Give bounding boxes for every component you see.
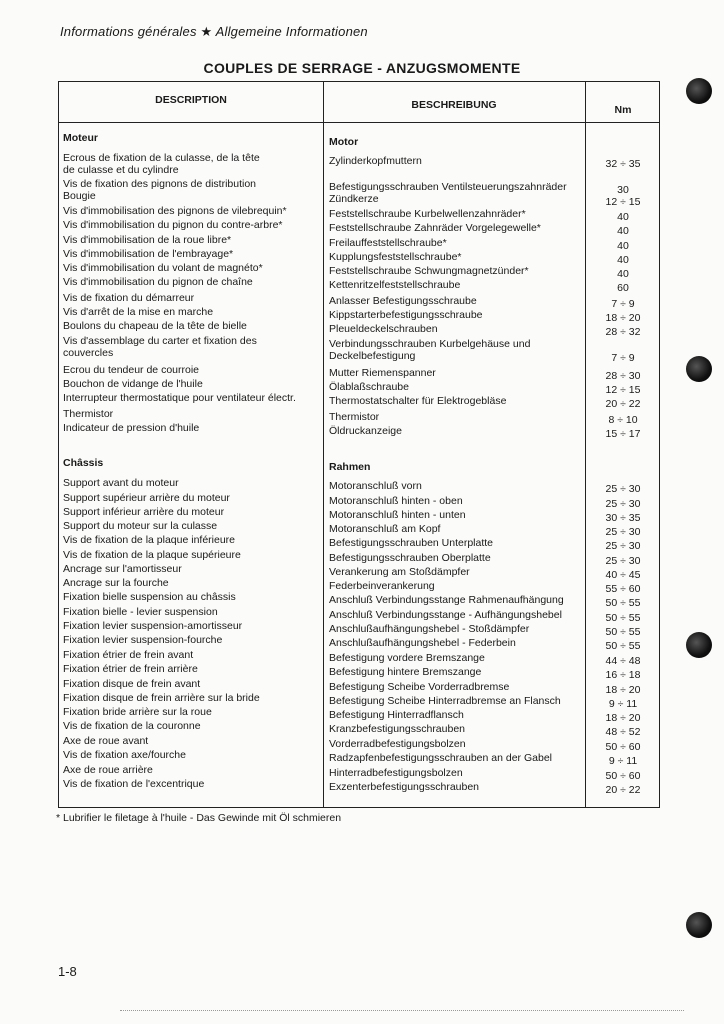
beschreibung-de: Feststellschraube Kurbelwellenzahnräder* bbox=[329, 208, 526, 220]
torque-value-nm: 20 ÷ 22 bbox=[605, 398, 641, 410]
description-fr: Support inférieur arrière du moteur bbox=[63, 506, 225, 518]
beschreibung-de: Exzenterbefestigungsschrauben bbox=[329, 781, 480, 793]
beschreibung-de: Feststellschraube Schwungmagnetzünder* bbox=[329, 265, 529, 277]
description-fr: Vis de fixation du démarreur bbox=[63, 292, 195, 304]
torque-value-nm: 55 ÷ 60 bbox=[605, 583, 641, 595]
scan-edge-line bbox=[120, 1010, 684, 1011]
description-fr: Interrupteur thermostatique pour ventilateur électr. bbox=[63, 392, 296, 404]
description-fr: Axe de roue avant bbox=[63, 735, 149, 747]
beschreibung-de: Kupplungsfeststellschraube* bbox=[329, 251, 462, 263]
beschreibung-de: Anschluß Verbindungsstange - Aufhängungshebel bbox=[329, 609, 562, 621]
page-title: COUPLES DE SERRAGE - ANZUGSMOMENTE bbox=[203, 60, 521, 76]
torque-value-nm: 7 ÷ 9 bbox=[611, 298, 635, 310]
beschreibung-de: Feststellschraube Zahnräder Vorgelegewelle* bbox=[329, 222, 541, 234]
binder-hole-icon bbox=[686, 632, 712, 658]
description-fr: Boulons du chapeau de la tête de bielle bbox=[63, 320, 247, 332]
page-header: Informations générales ★ Allgemeine Informationen bbox=[60, 24, 368, 39]
description-fr: Vis d'assemblage du carter et fixation des bbox=[63, 335, 257, 347]
torque-value-nm: 7 ÷ 9 bbox=[611, 352, 635, 364]
beschreibung-de: Anschlußaufhängungshebel - Federbein bbox=[329, 637, 516, 649]
torque-value-nm: 18 ÷ 20 bbox=[605, 684, 641, 696]
description-fr: Support supérieur arrière du moteur bbox=[63, 492, 230, 504]
torque-value-nm: 50 ÷ 55 bbox=[605, 612, 641, 624]
torque-value-nm: 20 ÷ 22 bbox=[605, 784, 641, 796]
beschreibung-de: Befestigung vordere Bremszange bbox=[329, 652, 485, 664]
torque-value-nm: 30 bbox=[617, 184, 629, 196]
section-heading-fr: Châssis bbox=[63, 457, 104, 469]
description-fr: de culasse et du cylindre bbox=[63, 164, 179, 176]
torque-value-nm: 60 bbox=[617, 282, 629, 294]
beschreibung-de: Zylinderkopfmuttern bbox=[329, 155, 422, 167]
description-fr: Vis de fixation de l'excentrique bbox=[63, 778, 205, 790]
description-fr: Fixation disque de frein avant bbox=[63, 678, 201, 690]
description-fr: Vis de fixation des pignons de distribution bbox=[63, 178, 257, 190]
beschreibung-de: Befestigung hintere Bremszange bbox=[329, 666, 482, 678]
beschreibung-de: Pleueldeckelschrauben bbox=[329, 323, 438, 335]
torque-value-nm: 40 bbox=[617, 268, 629, 280]
description-fr: Vis d'immobilisation de la roue libre* bbox=[63, 234, 232, 246]
description-fr: Vis d'immobilisation des pignons de vilebrequin* bbox=[63, 205, 287, 217]
torque-value-nm: 44 ÷ 48 bbox=[605, 655, 641, 667]
torque-value-nm: 40 bbox=[617, 254, 629, 266]
beschreibung-de: Kippstarterbefestigungsschraube bbox=[329, 309, 483, 321]
beschreibung-de: Vorderradbefestigungsbolzen bbox=[329, 738, 466, 750]
beschreibung-de: Federbeinverankerung bbox=[329, 580, 435, 592]
beschreibung-de: Öldruckanzeige bbox=[329, 425, 402, 437]
torque-value-nm: 48 ÷ 52 bbox=[605, 726, 641, 738]
section-heading-de: Rahmen bbox=[329, 461, 371, 473]
torque-value-nm: 50 ÷ 55 bbox=[605, 626, 641, 638]
description-fr: Fixation levier suspension-fourche bbox=[63, 634, 223, 646]
description-fr: Thermistor bbox=[63, 408, 114, 420]
beschreibung-de: Motoranschluß am Kopf bbox=[329, 523, 441, 535]
torque-value-nm: 18 ÷ 20 bbox=[605, 712, 641, 724]
torque-value-nm: 9 ÷ 11 bbox=[608, 698, 638, 710]
torque-value-nm: 32 ÷ 35 bbox=[605, 158, 641, 170]
beschreibung-de: Verankerung am Stoßdämpfer bbox=[329, 566, 470, 578]
beschreibung-de: Motoranschluß hinten - unten bbox=[329, 509, 466, 521]
description-fr: Bougie bbox=[63, 190, 96, 202]
column-divider bbox=[323, 82, 324, 807]
description-fr: Fixation bielle suspension au châssis bbox=[63, 591, 236, 603]
description-fr: Vis de fixation de la couronne bbox=[63, 720, 201, 732]
description-fr: Ancrage sur la fourche bbox=[63, 577, 169, 589]
description-fr: Bouchon de vidange de l'huile bbox=[63, 378, 203, 390]
torque-value-nm: 16 ÷ 18 bbox=[605, 669, 641, 681]
beschreibung-de: Deckelbefestigung bbox=[329, 350, 416, 362]
torque-value-nm: 15 ÷ 17 bbox=[605, 428, 641, 440]
torque-value-nm: 40 bbox=[617, 225, 629, 237]
beschreibung-de: Befestigungsschrauben Ventilsteuerungszahnräder bbox=[329, 181, 567, 193]
beschreibung-de: Hinterradbefestigungsbolzen bbox=[329, 767, 463, 779]
torque-value-nm: 25 ÷ 30 bbox=[605, 526, 641, 538]
beschreibung-de: Zündkerze bbox=[329, 193, 379, 205]
beschreibung-de: Thermistor bbox=[329, 411, 380, 423]
beschreibung-de: Ölablaßschraube bbox=[329, 381, 409, 393]
section-heading-fr: Moteur bbox=[63, 132, 98, 144]
description-fr: Indicateur de pression d'huile bbox=[63, 422, 200, 434]
description-fr: Vis d'immobilisation de l'embrayage* bbox=[63, 248, 234, 260]
description-fr: Vis d'immobilisation du pignon de chaîne bbox=[63, 276, 253, 288]
header-separator bbox=[59, 122, 659, 123]
torque-value-nm: 25 ÷ 30 bbox=[605, 498, 641, 510]
torque-value-nm: 50 ÷ 60 bbox=[605, 741, 641, 753]
beschreibung-de: Befestigung Hinterradflansch bbox=[329, 709, 464, 721]
description-fr: Ancrage sur l'amortisseur bbox=[63, 563, 182, 575]
column-header-description: DESCRIPTION bbox=[155, 94, 227, 106]
beschreibung-de: Kettenritzelfeststellschraube bbox=[329, 279, 461, 291]
description-fr: Vis de fixation de la plaque inférieure bbox=[63, 534, 236, 546]
torque-value-nm: 25 ÷ 30 bbox=[605, 555, 641, 567]
binder-hole-icon bbox=[686, 356, 712, 382]
description-fr: Fixation levier suspension-amortisseur bbox=[63, 620, 243, 632]
torque-value-nm: 25 ÷ 30 bbox=[605, 483, 641, 495]
beschreibung-de: Befestigungsschrauben Unterplatte bbox=[329, 537, 494, 549]
description-fr: Ecrou du tendeur de courroie bbox=[63, 364, 200, 376]
description-fr: Ecrous de fixation de la culasse, de la tête bbox=[63, 152, 260, 164]
torque-value-nm: 18 ÷ 20 bbox=[605, 312, 641, 324]
beschreibung-de: Motoranschluß hinten - oben bbox=[329, 495, 463, 507]
beschreibung-de: Befestigung Scheibe Hinterradbremse an Flansch bbox=[329, 695, 561, 707]
column-header-nm: Nm bbox=[614, 104, 632, 116]
torque-value-nm: 12 ÷ 15 bbox=[605, 196, 641, 208]
torque-value-nm: 40 bbox=[617, 240, 629, 252]
description-fr: Fixation étrier de frein avant bbox=[63, 649, 194, 661]
description-fr: Axe de roue arrière bbox=[63, 764, 153, 776]
description-fr: Vis de fixation axe/fourche bbox=[63, 749, 186, 761]
torque-value-nm: 30 ÷ 35 bbox=[605, 512, 641, 524]
binder-hole-icon bbox=[686, 78, 712, 104]
page-number: 1-8 bbox=[58, 964, 77, 979]
beschreibung-de: Befestigung Scheibe Vorderradbremse bbox=[329, 681, 510, 693]
beschreibung-de: Anlasser Befestigungsschraube bbox=[329, 295, 477, 307]
torque-value-nm: 28 ÷ 30 bbox=[605, 370, 641, 382]
beschreibung-de: Radzapfenbefestigungsschrauben an der Gabel bbox=[329, 752, 552, 764]
description-fr: Support du moteur sur la culasse bbox=[63, 520, 218, 532]
description-fr: Fixation bielle - levier suspension bbox=[63, 606, 218, 618]
torque-value-nm: 50 ÷ 55 bbox=[605, 640, 641, 652]
beschreibung-de: Kranzbefestigungsschrauben bbox=[329, 723, 466, 735]
column-header-beschreibung: BESCHREIBUNG bbox=[411, 99, 497, 111]
description-fr: Vis de fixation de la plaque supérieure bbox=[63, 549, 241, 561]
torque-value-nm: 8 ÷ 10 bbox=[608, 414, 638, 426]
beschreibung-de: Anschlußaufhängungshebel - Stoßdämpfer bbox=[329, 623, 530, 635]
beschreibung-de: Mutter Riemenspanner bbox=[329, 367, 436, 379]
torque-value-nm: 25 ÷ 30 bbox=[605, 540, 641, 552]
beschreibung-de: Anschluß Verbindungsstange Rahmenaufhängung bbox=[329, 594, 564, 606]
torque-value-nm: 40 bbox=[617, 211, 629, 223]
torque-value-nm: 28 ÷ 32 bbox=[605, 326, 641, 338]
description-fr: Support avant du moteur bbox=[63, 477, 179, 489]
torque-value-nm: 50 ÷ 60 bbox=[605, 770, 641, 782]
description-fr: Fixation bride arrière sur la roue bbox=[63, 706, 212, 718]
beschreibung-de: Freilauffeststellschraube* bbox=[329, 237, 447, 249]
torque-value-nm: 40 ÷ 45 bbox=[605, 569, 641, 581]
section-heading-de: Motor bbox=[329, 136, 359, 148]
description-fr: Fixation étrier de frein arrière bbox=[63, 663, 198, 675]
torque-value-nm: 50 ÷ 55 bbox=[605, 597, 641, 609]
beschreibung-de: Motoranschluß vorn bbox=[329, 480, 422, 492]
description-fr: Vis d'immobilisation du volant de magnéto* bbox=[63, 262, 263, 274]
description-fr: Fixation disque de frein arrière sur la bride bbox=[63, 692, 260, 704]
footnote: * Lubrifier le filetage à l'huile - Das Gewinde mit Öl schmieren bbox=[56, 812, 342, 824]
torque-value-nm: 12 ÷ 15 bbox=[605, 384, 641, 396]
torque-value-nm: 9 ÷ 11 bbox=[608, 755, 638, 767]
description-fr: couvercles bbox=[63, 347, 114, 359]
beschreibung-de: Thermostatschalter für Elektrogebläse bbox=[329, 395, 507, 407]
description-fr: Vis d'immobilisation du pignon du contre-arbre* bbox=[63, 219, 283, 231]
beschreibung-de: Befestigungsschrauben Oberplatte bbox=[329, 552, 491, 564]
torque-table bbox=[58, 81, 660, 808]
description-fr: Vis d'arrêt de la mise en marche bbox=[63, 306, 214, 318]
binder-hole-icon bbox=[686, 912, 712, 938]
beschreibung-de: Verbindungsschrauben Kurbelgehäuse und bbox=[329, 338, 531, 350]
